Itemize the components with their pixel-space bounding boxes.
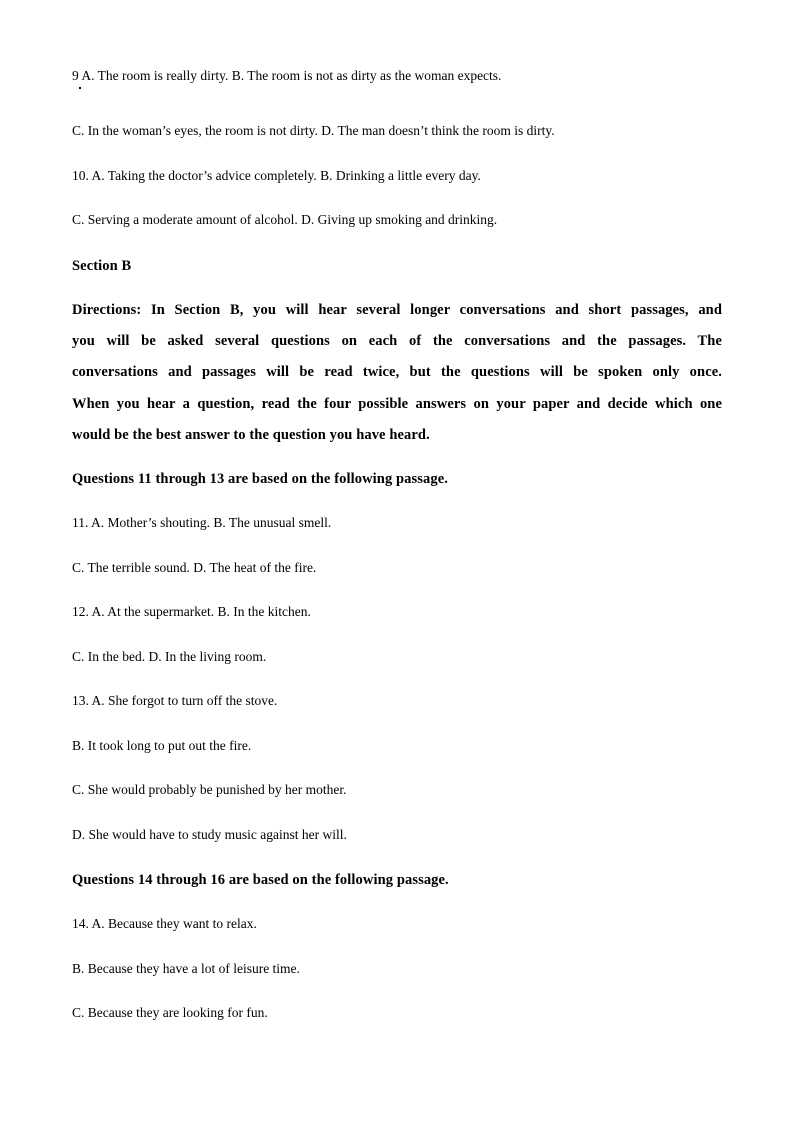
directions-line-3: conversations and passages will be read twice, but the questions will be spoken only once. <box>72 364 722 380</box>
question-11-options-cd: C. The terrible sound. D. The heat of the fire. <box>72 560 317 575</box>
question-13-option-d: D. She would have to study music against her will. <box>72 827 347 842</box>
question-13-option-b: B. It took long to put out the fire. <box>72 738 252 753</box>
question-12-options-cd: C. In the bed. D. In the living room. <box>72 649 267 664</box>
stray-dot-mark <box>79 87 81 89</box>
question-10-options-ab: 10. A. Taking the doctor’s advice completely. B. Drinking a little every day. <box>72 168 481 183</box>
question-14-option-c: C. Because they are looking for fun. <box>72 1005 268 1020</box>
directions-line-5: would be the best answer to the question you have heard. <box>72 427 430 443</box>
question-9-options-cd: C. In the woman’s eyes, the room is not dirty. D. The man doesn’t think the room is dirty. <box>72 123 555 138</box>
question-10-options-cd: C. Serving a moderate amount of alcohol. D. Giving up smoking and drinking. <box>72 212 498 227</box>
questions-11-13-heading: Questions 11 through 13 are based on the following passage. <box>72 471 448 487</box>
question-13-option-c: C. She would probably be punished by her mother. <box>72 782 347 797</box>
section-b-heading: Section B <box>72 258 132 274</box>
question-12-options-ab: 12. A. At the supermarket. B. In the kitchen. <box>72 604 311 619</box>
question-14-option-b: B. Because they have a lot of leisure time. <box>72 961 300 976</box>
question-11-options-ab: 11. A. Mother’s shouting. B. The unusual smell. <box>72 515 332 530</box>
question-14-option-a: 14. A. Because they want to relax. <box>72 916 257 931</box>
directions-line-1: Directions: In Section B, you will hear several longer conversations and short passages, and <box>72 302 722 318</box>
questions-14-16-heading: Questions 14 through 16 are based on the following passage. <box>72 872 449 888</box>
directions-line-2: you will be asked several questions on each of the conversations and the passages. The <box>72 333 722 349</box>
question-13-option-a: 13. A. She forgot to turn off the stove. <box>72 693 278 708</box>
question-9-options-ab: 9 A. The room is really dirty. B. The room is not as dirty as the woman expects. <box>72 68 502 83</box>
directions-line-4: When you hear a question, read the four possible answers on your paper and decide which one <box>72 396 722 412</box>
